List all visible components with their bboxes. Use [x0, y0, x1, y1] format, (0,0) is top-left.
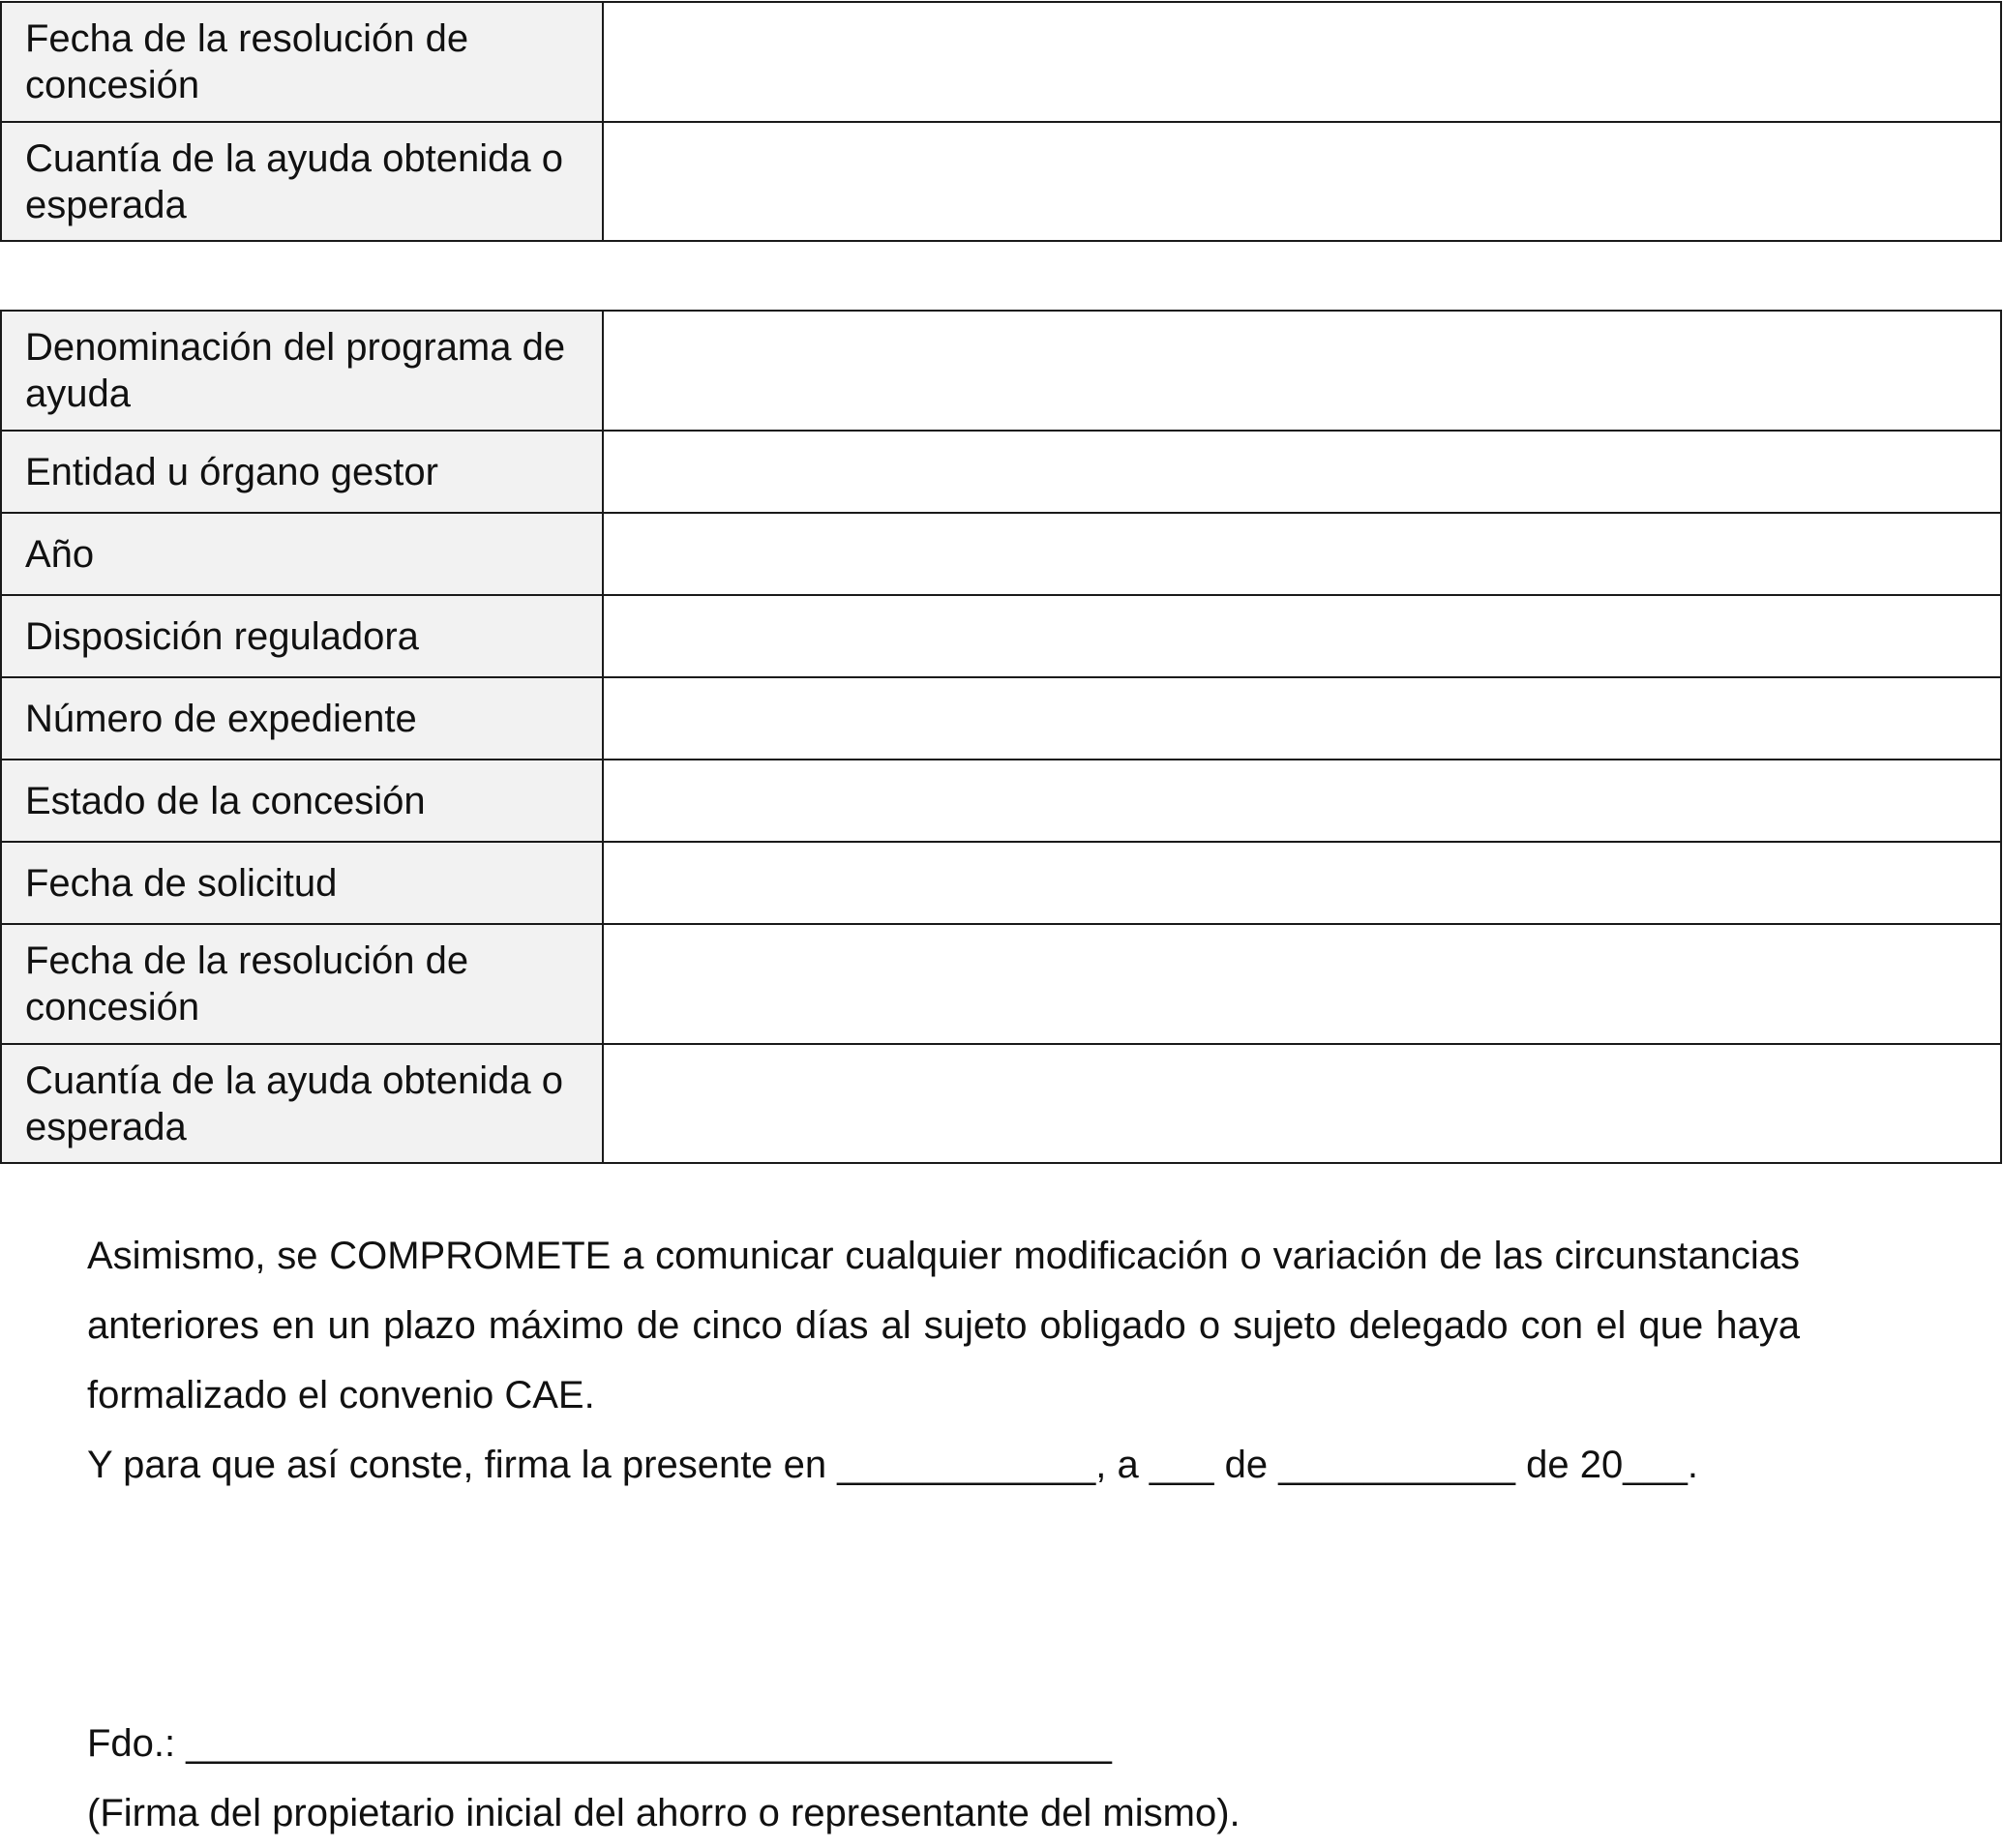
- aid-program-table: [0, 310, 2002, 1164]
- field-resolution-date[interactable]: [603, 2, 2001, 122]
- row-label-file-number: Número de expediente: [1, 677, 603, 760]
- table-row: [1, 1044, 2001, 1163]
- field-aid-amount[interactable]: [603, 122, 2001, 241]
- field-program-name[interactable]: [603, 311, 2001, 431]
- field-resolution-date[interactable]: [603, 924, 2001, 1044]
- row-label-resolution-date: Fecha de la resolución de concesión: [1, 924, 603, 1044]
- field-year[interactable]: [603, 513, 2001, 595]
- table-row: [1, 2, 2001, 122]
- row-label-aid-amount: Cuantía de la ayuda obtenida o esperada: [1, 1044, 603, 1163]
- commitment-paragraph: Asimismo, se COMPROMETE a comunicar cualquier modificación o variación de las circunstancias anteriores en un plazo máximo de cinco días al sujeto obligado o sujeto delegado con el que haya formalizado el convenio CAE.: [87, 1235, 1800, 1416]
- field-application-date[interactable]: [603, 842, 2001, 924]
- field-regulation[interactable]: [603, 595, 2001, 677]
- field-file-number[interactable]: [603, 677, 2001, 760]
- row-label-managing-entity: Entidad u órgano gestor: [1, 431, 603, 513]
- row-label-year: Año: [1, 513, 603, 595]
- table-row: [1, 760, 2001, 842]
- table-row: [1, 513, 2001, 595]
- row-label-aid-amount: Cuantía de la ayuda obtenida o esperada: [1, 122, 603, 241]
- table-row: [1, 122, 2001, 241]
- table-row: [1, 924, 2001, 1044]
- field-grant-status[interactable]: [603, 760, 2001, 842]
- row-label-regulation: Disposición reguladora: [1, 595, 603, 677]
- signature-line: Fdo.: ___________________________________________: [87, 1722, 1112, 1765]
- aid-details-table-continued: [0, 1, 2002, 242]
- row-label-grant-status: Estado de la concesión: [1, 760, 603, 842]
- closing-statement: Y para que así conste, firma la presente en ____________, a ___ de ___________ de 20___.: [87, 1444, 1699, 1486]
- signature-note: (Firma del propietario inicial del ahorro o representante del mismo).: [87, 1792, 1241, 1834]
- row-label-program-name: Denominación del programa de ayuda: [1, 311, 603, 431]
- table-row: [1, 431, 2001, 513]
- table-row: [1, 311, 2001, 431]
- row-label-application-date: Fecha de solicitud: [1, 842, 603, 924]
- table-row: [1, 595, 2001, 677]
- field-managing-entity[interactable]: [603, 431, 2001, 513]
- table-row: [1, 842, 2001, 924]
- row-label-resolution-date: Fecha de la resolución de concesión: [1, 2, 603, 122]
- field-aid-amount[interactable]: [603, 1044, 2001, 1163]
- table-row: [1, 677, 2001, 760]
